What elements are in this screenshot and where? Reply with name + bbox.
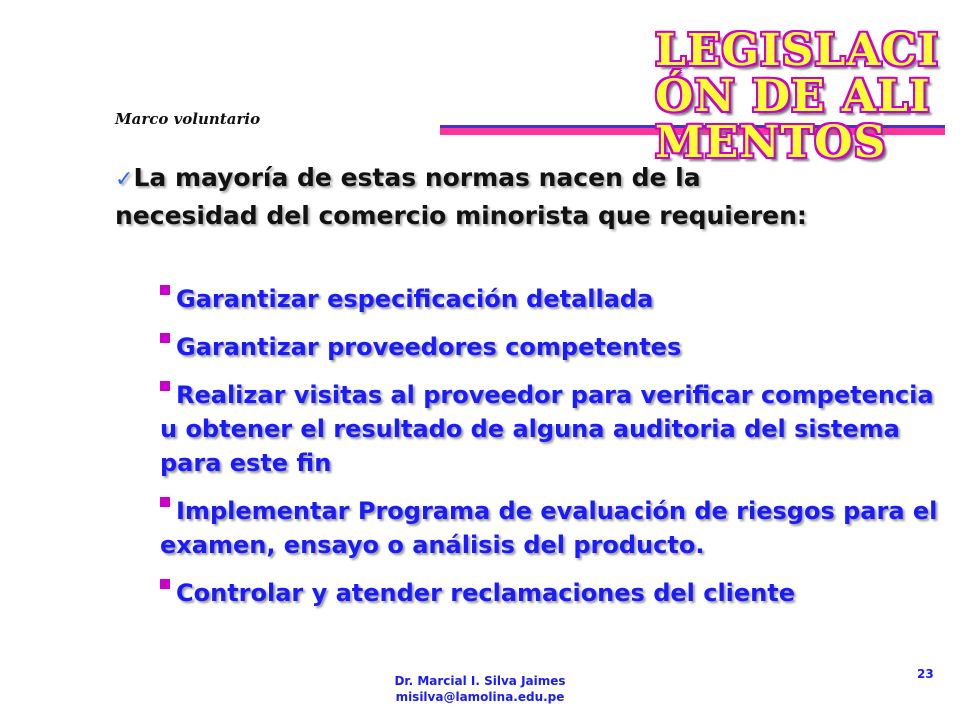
bullet-text: Controlar y atender reclamaciones del cliente [176,579,796,607]
footer [0,673,960,705]
list-item [160,494,950,562]
author-email: misilva@lamolina.edu.pe [395,690,565,704]
bullet-text: Realizar visitas al proveedor para verificar competencia u obtener el resultado de alguna auditoria del sistema para este fin [160,381,934,477]
square-bullet-icon [160,497,170,507]
list-item [160,282,950,316]
square-bullet-icon [160,285,170,295]
list-item [160,330,950,364]
checkmark-icon: ✓ [115,167,134,192]
slide-subtitle: Marco voluntario [115,110,261,128]
bullet-list [160,282,950,624]
square-bullet-icon [160,381,170,391]
square-bullet-icon [160,579,170,589]
author-name: Dr. Marcial I. Silva Jaimes [394,674,566,688]
page-number: 23 [917,667,934,681]
square-bullet-icon [160,333,170,343]
bullet-text: Implementar Programa de evaluación de riesgos para el examen, ensayo o análisis del producto. [160,497,938,559]
slide-title: LEGISLACIÓN DE ALIMENTOS [655,25,940,168]
bullet-text: Garantizar proveedores competentes [176,333,682,361]
intro-text: La mayoría de estas normas nacen de la necesidad del comercio minorista que requieren: [115,163,807,230]
intro-paragraph [115,160,835,234]
list-item [160,576,950,610]
list-item [160,378,950,480]
bullet-text: Garantizar especificación detallada [176,285,654,313]
